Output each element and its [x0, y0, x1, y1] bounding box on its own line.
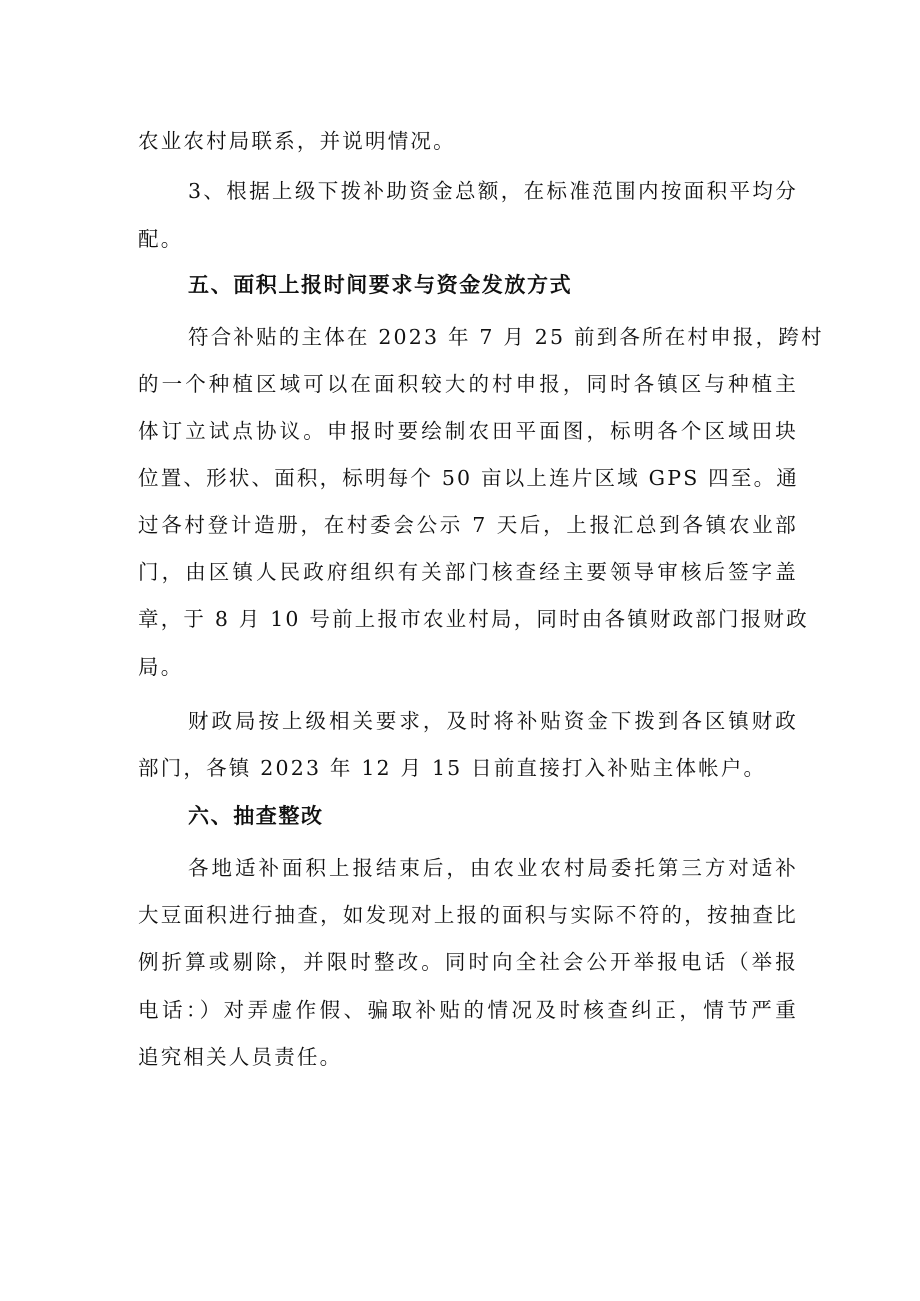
section-heading-5: 五、面积上报时间要求与资金发放方式: [188, 273, 573, 297]
paragraph-line: 局。: [138, 655, 184, 679]
paragraph-line: 配。: [138, 227, 184, 251]
paragraph-line: 的一个种植区域可以在面积较大的村申报，同时各镇区与种植主: [138, 372, 798, 396]
paragraph-line: 门，由区镇人民政府组织有关部门核查经主要领导审核后签字盖: [138, 560, 798, 584]
paragraph-line: 财政局按上级相关要求，及时将补贴资金下拨到各区镇财政: [188, 709, 798, 733]
paragraph-line: 例折算或剔除，并限时整改。同时向全社会公开举报电话（举报: [138, 950, 798, 974]
paragraph-line: 部门，各镇 2023 年 12 月 15 日前直接打入补贴主体帐户。: [138, 756, 767, 780]
paragraph-line: 各地适补面积上报结束后，由农业农村局委托第三方对适补: [188, 856, 798, 880]
paragraph-line: 3、根据上级下拨补助资金总额，在标准范围内按面积平均分: [188, 179, 798, 203]
paragraph-line: 电话：）对弄虚作假、骗取补贴的情况及时核查纠正，情节严重: [138, 998, 798, 1022]
paragraph-line: 符合补贴的主体在 2023 年 7 月 25 前到各所在村申报，跨村: [188, 325, 824, 349]
paragraph-line: 追究相关人员责任。: [138, 1045, 343, 1069]
paragraph-line: 体订立试点协议。申报时要绘制农田平面图，标明各个区域田块: [138, 419, 798, 443]
paragraph-line: 农业农村局联系，并说明情况。: [138, 129, 456, 153]
paragraph-line: 位置、形状、面积，标明每个 50 亩以上连片区域 GPS 四至。通: [138, 466, 799, 490]
paragraph-line: 过各村登计造册，在村委会公示 7 天后，上报汇总到各镇农业部: [138, 513, 798, 537]
paragraph-line: 大豆面积进行抽查，如发现对上报的面积与实际不符的，按抽查比: [138, 903, 798, 927]
section-heading-6: 六、抽查整改: [188, 804, 324, 828]
paragraph-line: 章，于 8 月 10 号前上报市农业村局，同时由各镇财政部门报财政: [138, 607, 809, 631]
